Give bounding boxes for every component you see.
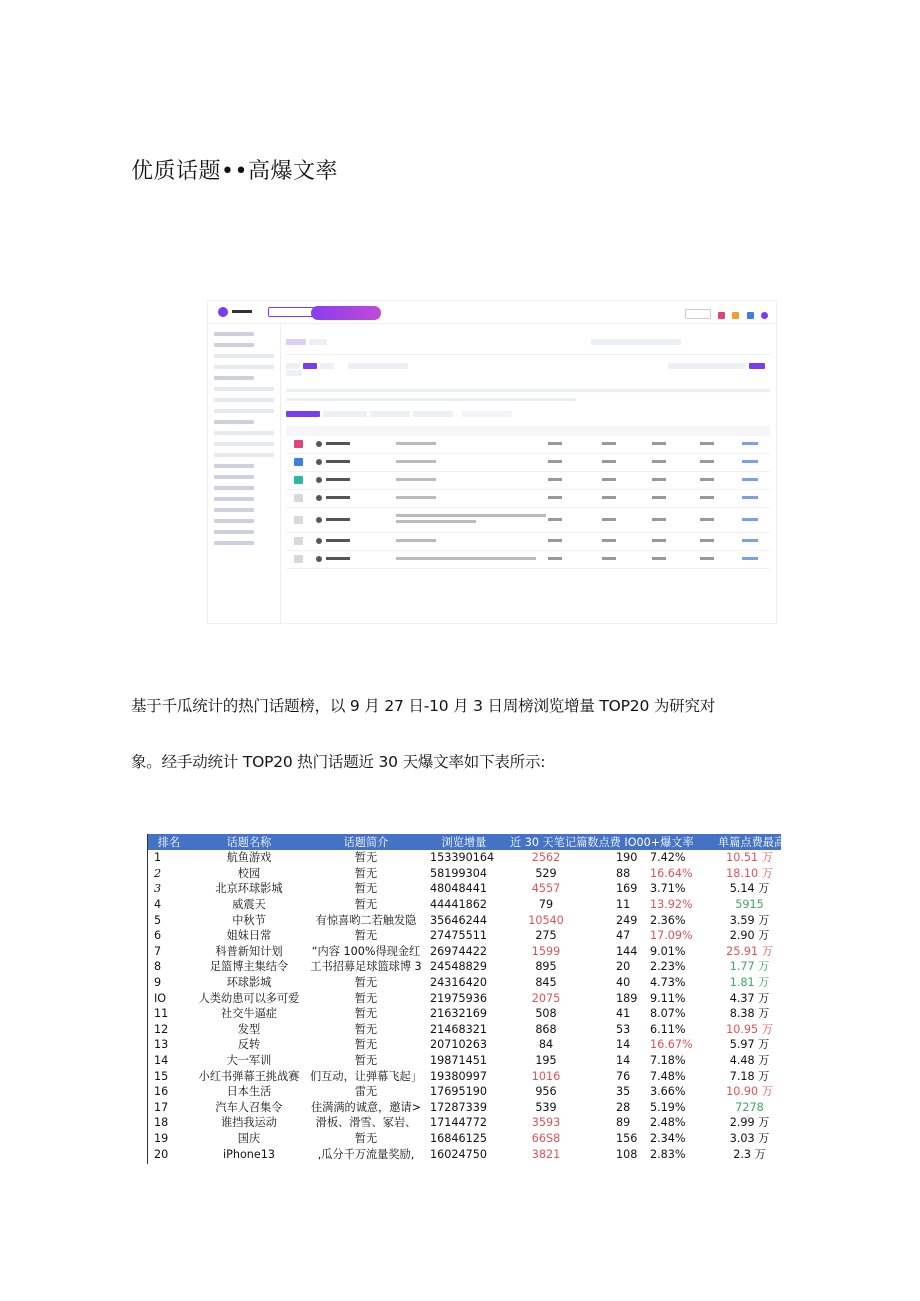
hot-count-cell: 53 bbox=[616, 1022, 631, 1036]
views-cell: 48048441 bbox=[430, 882, 487, 896]
hot-count-cell: 20 bbox=[616, 960, 631, 974]
header-icons bbox=[679, 309, 768, 320]
hot-rate-cell: 9.11% bbox=[650, 991, 686, 1005]
topic-desc-cell: 暂无 bbox=[354, 976, 378, 990]
download-app-icon bbox=[685, 309, 711, 319]
rank-cell: 12 bbox=[154, 1022, 169, 1036]
hot-rate-cell: 2.34% bbox=[650, 1131, 686, 1145]
notes-count-cell: 508 bbox=[535, 1007, 557, 1021]
table-row bbox=[148, 1115, 781, 1131]
topic-name-cell: 科普新知计划 bbox=[215, 944, 283, 958]
rank-cell: 2 bbox=[154, 866, 162, 880]
max-cell: 8.38 万 bbox=[729, 1007, 770, 1021]
topic-name-cell: 人类幼患可以多可爱 bbox=[198, 991, 300, 1005]
notes-count-cell: 4557 bbox=[531, 882, 561, 896]
topic-stats-table bbox=[148, 834, 793, 1162]
table-header-row bbox=[148, 834, 781, 850]
max-cell: 2.90 万 bbox=[729, 929, 770, 943]
topic-desc-cell: 滑板、滑雪、冢岩、 bbox=[315, 1116, 417, 1130]
max-cell: 10.90 万 bbox=[726, 1085, 773, 1099]
max-cell: 5.97 万 bbox=[729, 1038, 770, 1052]
rank-cell: 13 bbox=[154, 1038, 169, 1052]
views-cell: 17287339 bbox=[430, 1100, 487, 1114]
hot-rate-cell: 4.73% bbox=[650, 976, 686, 990]
table-row bbox=[148, 866, 781, 882]
paragraph-line-1: 基于千瓜统计的热门话题榜，以 9 月 27 日-10 月 3 日周榜浏览增量 TOP20 为研究对 bbox=[131, 697, 716, 715]
rank-cell: 1 bbox=[154, 851, 162, 865]
hot-count-cell: 249 bbox=[616, 913, 638, 927]
topic-name-cell: 发型 bbox=[237, 1022, 261, 1036]
qiangua-logo-icon bbox=[218, 307, 228, 317]
table-row bbox=[148, 1084, 781, 1100]
rank-cell: 16 bbox=[154, 1085, 169, 1099]
hot-rate-cell: 16.64% bbox=[650, 866, 693, 880]
notes-count-cell: 845 bbox=[535, 976, 557, 990]
header-rank: 排名 bbox=[148, 834, 190, 850]
views-cell: 19380997 bbox=[430, 1069, 487, 1083]
views-cell: 21975936 bbox=[430, 991, 487, 1005]
rank-cell: 7 bbox=[154, 944, 162, 958]
hot-count-cell: 35 bbox=[616, 1085, 631, 1099]
hot-count-cell: 76 bbox=[616, 1069, 631, 1083]
header-notes-rate: 近 30 天笔记篇数点费 IO00+爆文率 bbox=[504, 834, 718, 850]
notes-count-cell: 868 bbox=[535, 1022, 557, 1036]
views-cell: 16846125 bbox=[430, 1131, 487, 1145]
views-cell: 24548829 bbox=[430, 960, 487, 974]
table-row bbox=[148, 928, 781, 944]
views-cell: 27475511 bbox=[430, 929, 487, 943]
notes-count-cell: 3821 bbox=[531, 1147, 561, 1161]
table-row bbox=[148, 1037, 781, 1053]
topic-name-cell: 校园 bbox=[237, 866, 261, 880]
topic-name-cell: 北京环球影城 bbox=[215, 882, 283, 896]
notes-count-cell: 1016 bbox=[531, 1069, 561, 1083]
topic-desc-cell: 工书招募足球篮球博 3 bbox=[310, 960, 422, 974]
hot-rate-cell: 8.07% bbox=[650, 1007, 686, 1021]
hot-rate-cell: 2.23% bbox=[650, 960, 686, 974]
hot-rate-cell: 3.71% bbox=[650, 882, 686, 896]
table-row bbox=[148, 959, 781, 975]
hot-count-cell: 108 bbox=[616, 1147, 638, 1161]
notes-count-cell: 10540 bbox=[528, 913, 564, 927]
hot-count-cell: 40 bbox=[616, 976, 631, 990]
max-cell: 25.91 万 bbox=[726, 944, 773, 958]
max-cell: 2.99 万 bbox=[729, 1116, 770, 1130]
topic-desc-cell: 暂无 bbox=[354, 1054, 378, 1068]
table-row bbox=[148, 1006, 781, 1022]
bell-icon bbox=[732, 312, 739, 319]
hot-rate-cell: 2.83% bbox=[650, 1147, 686, 1161]
topic-name-cell: 日本生活 bbox=[226, 1085, 272, 1099]
topic-desc-cell: 暂无 bbox=[354, 851, 378, 865]
topic-desc-cell: 暂无 bbox=[354, 1007, 378, 1021]
hot-rate-cell: 3.66% bbox=[650, 1085, 686, 1099]
views-cell: 17144772 bbox=[430, 1116, 487, 1130]
max-cell: 3.59 万 bbox=[729, 913, 770, 927]
table-row bbox=[148, 881, 781, 897]
rank-cell: 5 bbox=[154, 913, 162, 927]
rank-cell: IO bbox=[154, 991, 167, 1005]
max-cell: 2.3 万 bbox=[733, 1147, 766, 1161]
notes-count-cell: 539 bbox=[535, 1100, 557, 1114]
topic-name-cell: 姐妹日常 bbox=[226, 929, 272, 943]
screenshot-sidebar bbox=[208, 325, 281, 623]
topic-desc-cell: 雷无 bbox=[354, 1085, 378, 1099]
table-row bbox=[148, 1068, 781, 1084]
notes-count-cell: 3593 bbox=[531, 1116, 561, 1130]
hot-rate-cell: 7.18% bbox=[650, 1054, 686, 1068]
hot-count-cell: 169 bbox=[616, 882, 638, 896]
rank-cell: 8 bbox=[154, 960, 162, 974]
rank-cell: 15 bbox=[154, 1069, 169, 1083]
notes-count-cell: 2075 bbox=[531, 991, 561, 1005]
rank-cell: 18 bbox=[154, 1116, 169, 1130]
max-cell: 5.14 万 bbox=[729, 882, 770, 896]
hot-count-cell: 88 bbox=[616, 866, 631, 880]
max-cell: 7278 bbox=[735, 1100, 764, 1114]
message-icon bbox=[747, 312, 754, 319]
topic-desc-cell: 住满满的诚意，邀请> bbox=[310, 1100, 422, 1114]
topic-desc-cell: 暂无 bbox=[354, 929, 378, 943]
table-row bbox=[148, 990, 781, 1006]
hot-rate-cell: 17.09% bbox=[650, 929, 693, 943]
hot-count-cell: 14 bbox=[616, 1054, 631, 1068]
topic-name-cell: 社交牛逼症 bbox=[221, 1007, 277, 1021]
topic-desc-cell: ,瓜分千万流量奖励, bbox=[317, 1147, 415, 1161]
hot-rate-cell: 2.36% bbox=[650, 913, 686, 927]
topic-desc-cell: 暂无 bbox=[354, 882, 378, 896]
views-cell: 58199304 bbox=[430, 866, 487, 880]
views-cell: 26974422 bbox=[430, 944, 487, 958]
paragraph-line-2: 象。经手动统计 TOP20 热门话题近 30 天爆文率如下表所示: bbox=[131, 753, 546, 771]
screenshot-header bbox=[208, 301, 776, 324]
promo-banner bbox=[311, 306, 381, 320]
table-row bbox=[148, 975, 781, 991]
notes-count-cell: 84 bbox=[538, 1038, 554, 1052]
views-cell: 19871451 bbox=[430, 1054, 487, 1068]
rank-cell: 3 bbox=[154, 882, 162, 896]
notes-count-cell: 195 bbox=[535, 1054, 557, 1068]
notes-count-cell: 79 bbox=[538, 898, 554, 912]
notes-count-cell: 275 bbox=[535, 929, 557, 943]
hot-rate-cell: 13.92% bbox=[650, 898, 693, 912]
hot-rate-cell: 9.01% bbox=[650, 944, 686, 958]
table-row bbox=[148, 1022, 781, 1038]
views-cell: 16024750 bbox=[430, 1147, 487, 1161]
hot-count-cell: 11 bbox=[616, 898, 631, 912]
hot-count-cell: 156 bbox=[616, 1131, 638, 1145]
rank-cell: 17 bbox=[154, 1100, 169, 1114]
screenshot-main bbox=[286, 325, 770, 569]
max-cell: 3.03 万 bbox=[729, 1131, 770, 1145]
max-cell: 5915 bbox=[735, 898, 764, 912]
notes-count-cell: 956 bbox=[535, 1085, 557, 1099]
topic-name-cell: 汽车人召集令 bbox=[215, 1100, 283, 1114]
topic-name-cell: 环球影城 bbox=[226, 976, 272, 990]
grid-icon bbox=[718, 312, 725, 319]
topic-desc-cell: 暂无 bbox=[354, 991, 378, 1005]
notes-count-cell: 2562 bbox=[531, 851, 561, 865]
topic-desc-cell: 们互动，让弹幕飞起」 bbox=[310, 1069, 422, 1083]
views-cell: 44441862 bbox=[430, 898, 487, 912]
table-row bbox=[148, 850, 781, 866]
topic-desc-cell: 暂无 bbox=[354, 1038, 378, 1052]
rank-cell: 19 bbox=[154, 1131, 169, 1145]
max-cell: 18.10 万 bbox=[726, 866, 773, 880]
topic-desc-cell: 暂无 bbox=[354, 1022, 378, 1036]
views-cell: 20710263 bbox=[430, 1038, 487, 1052]
table-row bbox=[148, 944, 781, 960]
notes-count-cell: 66S8 bbox=[531, 1131, 561, 1145]
rank-cell: 11 bbox=[154, 1007, 169, 1021]
hot-count-cell: 47 bbox=[616, 929, 631, 943]
hot-count-cell: 14 bbox=[616, 1038, 631, 1052]
topic-name-cell: 中秋节 bbox=[232, 913, 266, 927]
notes-count-cell: 1599 bbox=[531, 944, 561, 958]
views-cell: 24316420 bbox=[430, 976, 487, 990]
table-row bbox=[148, 1100, 781, 1116]
table-row bbox=[148, 1131, 781, 1147]
notes-count-cell: 529 bbox=[535, 866, 557, 880]
table-row bbox=[148, 1053, 781, 1069]
views-cell: 35646244 bbox=[430, 913, 487, 927]
topic-desc-cell: 有惊喜哟二若触发隐 bbox=[315, 913, 417, 927]
topic-desc-cell: 暂无 bbox=[354, 866, 378, 880]
views-cell: 21632169 bbox=[430, 1007, 487, 1021]
topic-desc-cell: “内容 100%得现金红 bbox=[311, 944, 421, 958]
max-cell: 4.48 万 bbox=[729, 1054, 770, 1068]
topic-name-cell: 谁挡我运动 bbox=[221, 1116, 277, 1130]
embedded-screenshot bbox=[207, 300, 777, 624]
topic-name-cell: 威震天 bbox=[232, 898, 266, 912]
max-cell: 10.51 万 bbox=[726, 851, 773, 865]
max-cell: 1.77 万 bbox=[729, 960, 770, 974]
max-cell: 1.81 万 bbox=[729, 976, 770, 990]
header-topic-desc: 话题简介 bbox=[308, 834, 424, 850]
header-max: 单篇点费最高 I bbox=[718, 835, 793, 849]
topic-name-cell: 小红书弹幕王挑战赛 bbox=[198, 1069, 300, 1083]
header-topic-name: 话题名称 bbox=[190, 834, 308, 850]
views-cell: 21468321 bbox=[430, 1022, 487, 1036]
topic-name-cell: 反转 bbox=[237, 1038, 261, 1052]
avatar bbox=[761, 312, 768, 319]
rank-cell: 9 bbox=[154, 976, 162, 990]
topic-desc-cell: 暂无 bbox=[354, 1131, 378, 1145]
topic-name-cell: iPhone13 bbox=[223, 1147, 275, 1161]
rank-cell: 14 bbox=[154, 1054, 169, 1068]
rank-cell: 20 bbox=[154, 1147, 169, 1161]
hot-count-cell: 190 bbox=[616, 851, 638, 865]
table-row bbox=[148, 912, 781, 928]
logo-text-shape bbox=[232, 310, 252, 313]
table-row bbox=[148, 897, 781, 913]
hot-count-cell: 89 bbox=[616, 1116, 631, 1130]
topic-name-cell: 足篮博主集结令 bbox=[209, 960, 289, 974]
hot-count-cell: 189 bbox=[616, 991, 638, 1005]
notes-count-cell: 895 bbox=[535, 960, 557, 974]
topic-name-cell: 大一军训 bbox=[226, 1054, 272, 1068]
topic-name-cell: 航鱼游戏 bbox=[226, 851, 272, 865]
page-title: 优质话题••高爆文率 bbox=[131, 159, 338, 184]
hot-rate-cell: 16.67% bbox=[650, 1038, 693, 1052]
hot-rate-cell: 7.42% bbox=[650, 851, 686, 865]
hot-rate-cell: 5.19% bbox=[650, 1100, 686, 1114]
max-cell: 4.37 万 bbox=[729, 991, 770, 1005]
rank-cell: 4 bbox=[154, 898, 162, 912]
hot-rate-cell: 2.48% bbox=[650, 1116, 686, 1130]
hot-rate-cell: 6.11% bbox=[650, 1022, 686, 1036]
hot-count-cell: 28 bbox=[616, 1100, 631, 1114]
max-cell: 10.95 万 bbox=[726, 1022, 773, 1036]
screenshot-table bbox=[286, 436, 770, 569]
hot-count-cell: 144 bbox=[616, 944, 638, 958]
views-cell: 153390164 bbox=[430, 851, 495, 865]
rank-cell: 6 bbox=[154, 929, 162, 943]
hot-count-cell: 41 bbox=[616, 1007, 631, 1021]
hot-rate-cell: 7.48% bbox=[650, 1069, 686, 1083]
topic-name-cell: 国庆 bbox=[237, 1131, 261, 1145]
topic-desc-cell: 暂无 bbox=[354, 898, 378, 912]
views-cell: 17695190 bbox=[430, 1085, 487, 1099]
header-views: 浏览增量 bbox=[424, 834, 504, 850]
max-cell: 7.18 万 bbox=[729, 1069, 770, 1083]
table-row bbox=[148, 1146, 781, 1162]
